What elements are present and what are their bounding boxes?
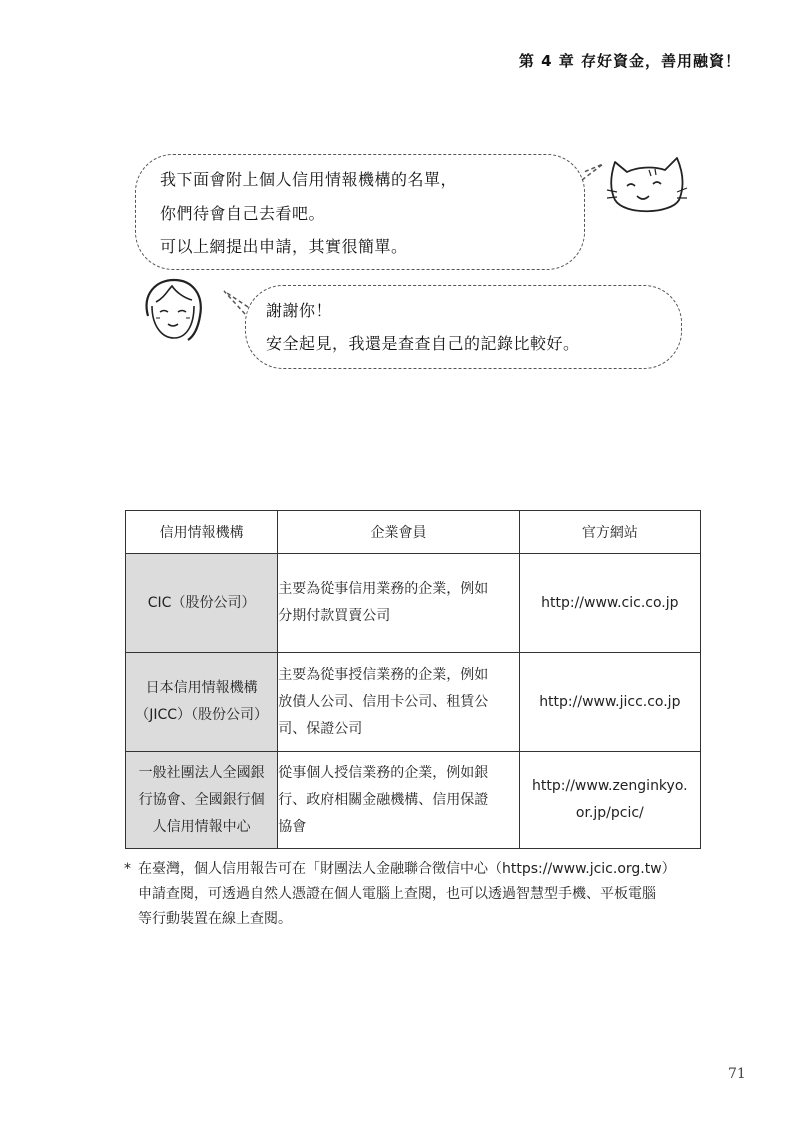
member-cell [278,653,519,752]
member-line: 行、政府相關金融機構、信用保證 [278,791,489,808]
header-bureau: 信用情報機構 [126,511,278,554]
footnote [124,857,714,932]
table-row [126,752,701,849]
chapter-header: 第 4 章 存好資金，善用融資！ [518,52,741,70]
website-link[interactable]: http://www.cic.co.jp [541,594,679,611]
girl-line-1: 謝謝你！ [266,301,333,320]
website-link[interactable]: http://www.zenginkyo. [532,778,688,794]
website-cell [519,554,700,653]
girl-bubble-tail [218,285,258,325]
cat-line-3: 可以上網提出申請，其實很簡單。 [160,237,408,256]
bureau-line: 日本信用情報機構 [145,680,258,696]
bureau-line: 人信用情報中心 [152,818,251,835]
bureau-line: CIC（股份公司） [147,594,256,611]
header-website: 官方網站 [519,511,700,554]
girl-icon [138,276,208,344]
member-cell [278,554,519,653]
page-number: 71 [728,1066,746,1082]
table-header-row [126,511,701,554]
website-link[interactable]: http://www.jicc.co.jp [539,693,681,710]
cat-bubble-tail [570,150,610,190]
bureau-line: （JICC）（股份公司） [135,707,269,723]
table-row [126,554,701,653]
member-line: 司、保證公司 [278,720,363,737]
bureau-cell [126,653,278,752]
header-member: 企業會員 [278,511,519,554]
member-line: 從事個人授信業務的企業，例如銀 [278,764,489,781]
member-line: 協會 [278,818,307,835]
website-link[interactable]: or.jp/pcic/ [575,805,644,821]
bureau-line: 一般社團法人全國銀 [138,764,265,781]
footnote-line: 等行動裝置在線上查閱。 [138,911,292,927]
bureau-cell [126,554,278,653]
cat-icon [605,152,689,218]
member-line: 主要為從事信用業務的企業，例如 [278,581,489,597]
member-cell [278,752,519,849]
table-row [126,653,701,752]
bureau-line: 行協會、全國銀行個 [138,791,265,808]
member-line: 主要為從事授信業務的企業，例如 [278,666,489,683]
cat-line-2: 你們待會自己去看吧。 [160,204,326,223]
credit-bureau-table [125,510,701,849]
member-line: 分期付款買賣公司 [278,608,391,624]
girl-line-2: 安全起見，我還是查查自己的記錄比較好。 [266,334,580,353]
member-line: 放債人公司、信用卡公司、租賃公 [278,693,489,710]
footnote-mark: * [124,861,131,877]
footnote-line: 在臺灣，個人信用報告可在「財團法人金融聯合徵信中心（https://www.jcic.org.tw） [138,861,676,877]
footnote-line: 申請查閱，可透過自然人憑證在個人電腦上查閱，也可以透過智慧型手機、平板電腦 [138,886,656,902]
bureau-cell [126,752,278,849]
website-cell [519,752,700,849]
website-cell [519,653,700,752]
cat-line-1: 我下面會附上個人信用情報機構的名單， [160,170,458,189]
